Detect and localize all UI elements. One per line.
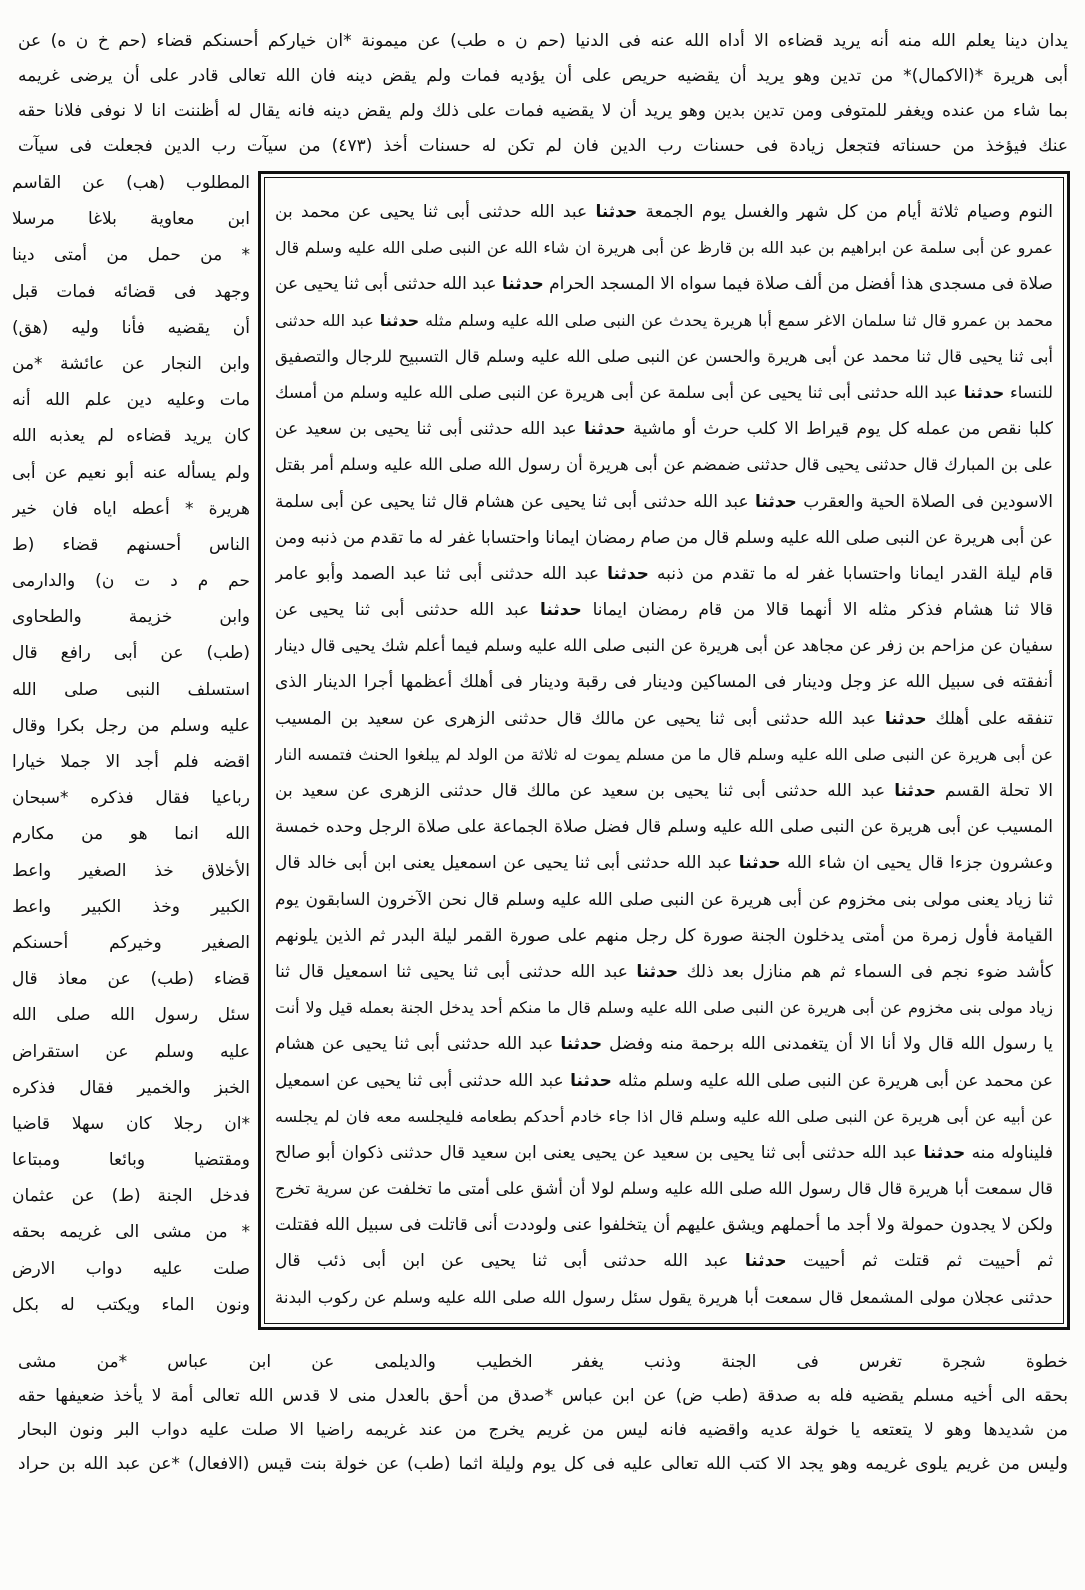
main-text-line: الا تحلة القسم حدثنا عبد الله حدثنى أبى ثنا يحيى بن سعيد عن مالك قال حدثنى الزهرى عن سعيد بن [275,781,1053,801]
margin-line: هريرة * أعطه اياه فان خير [12,498,250,519]
main-text-line: كلبا نقص من عمله كل يوم قيراط الا كلب حرث أو ماشية حدثنا عبد الله حدثنى أبى ثنا يحيى بن سعيد عن [275,419,1053,440]
margin-line: وجهد فى قضائه فمات قبل [12,281,250,302]
main-text-line: على بن المبارك قال حدثنى يحيى قال حدثنى ضمضم عن أبى هريرة أن رسول الله صلى الله عليه وسلم أمر بقتل [275,455,1053,475]
margin-line: ونون الماء ويكتب له بكل [12,1294,250,1315]
main-text-line: تنفقه على أهلك حدثنا عبد الله حدثنى أبى ثنا يحيى عن مالك قال حدثنى الزهرى عن سعيد بن المسيب [275,708,1053,729]
footer-line: خطوة شجرة تغرس فى الجنة وذنب يغفر الخطيب والديلمى عن ابن عباس *من مشى [18,1352,1068,1372]
margin-line: المطلوب (هب) عن القاسم [12,173,250,193]
footer-line: وليس من غريم يلوى غريمه وهو يجد الا كتب الله تعالى عليه فى كل يوم وليلة اثما (طب) عن خولة بنت قيس (الافعال) *عن عبد الله بن حراد [18,1454,1068,1474]
margin-line: الصغير وخيركم أحسنكم [12,932,250,953]
margin-line: فدخل الجنة (ط) عن عثمان [12,1186,250,1207]
margin-line: مات وعليه دين علم الله أنه [12,390,250,411]
margin-line: * من حمل من أمتى دينا [12,245,250,266]
haddathana-marker: حدثنا [595,202,638,222]
main-text-line: ولكن لا يجدون حمولة ولا أجد ما أحملهم ويشق عليهم أن يتخلفوا عنى ولوددت أنى قاتلت فى سبيل الله فقتلت [275,1215,1053,1236]
margin-line: سئل رسول الله صلى الله [12,1005,250,1026]
header-line: عنك فيؤخذ من حسناته فتجعل زيادة فى حسنات رب الدين فان لم تكن له حسنات أخذ (٤٧٣) من سيآت رب الدين فجعلت فى سيآت [18,136,1068,156]
margin-commentary [12,165,250,1323]
main-text-line: فليناوله منه حدثنا عبد الله حدثنى أبى ثنا يحيى بن سعيد عن يحيى يعنى ابن سعيد قال حدثنى ذكوان أبو صالح [275,1142,1053,1163]
margin-line: الكبير وخذ الكبير واعط [12,896,250,917]
main-text-line: وعشرون جزءا قال يحيى ان شاء الله حدثنا عبد الله حدثنى أبى ثنا يحيى عن اسمعيل يعنى ابن أبى خالد قال [275,853,1053,874]
main-text-line: أنفقته فى سبيل الله عز وجل ودينار فى المساكين ودينار فى رقبة ودينار فى أهلك أعظمها أجرا الدينار الذى [275,672,1053,693]
header-line: يدان دينا يعلم الله منه أنه يريد قضاءه الا أداه الله عنه فى الدنيا (حم ن ه طب) عن ميمونة *ان خياركم أحسنكم قضاء (حم خ ن ه) عن [18,31,1068,51]
haddathana-marker: حدثنا [636,961,679,982]
main-text-line: عن أبيه عن أبى هريرة عن النبى صلى الله عليه وسلم قال اذا جاء خادم أحدكم بطعامه فليجلسه معه فان لم يجلسه [275,1106,1053,1126]
header-commentary [18,24,1068,164]
main-text-line: عن محمد عن أبى هريرة عن النبى صلى الله عليه وسلم مثله حدثنا عبد الله حدثنى أبى ثنا يحيى عن اسمعيل [275,1070,1053,1091]
margin-line: * من مشى الى غريمه بحقه [12,1222,250,1243]
main-text-frame [258,171,1070,1330]
margin-line: استسلف النبى صلى الله [12,679,250,700]
haddathana-marker: حدثنا [584,419,626,440]
haddathana-marker: حدثنا [738,853,781,874]
footer-line: من شديدها وهو لا يتعتعه يا خولة عديه واقضيه فانه ليس من غريم يخرج من عند غريمه راضيا الا صلت عليه دواب البر ونون البحار [18,1420,1068,1440]
margin-line: رباعيا فقال فذكره *سبحان [12,788,250,809]
main-text-line: المسيب عن أبى هريرة عن النبى صلى الله عليه وسلم قال فضل صلاة الجماعة على صلاة الرجل وحده خمسة [275,817,1053,838]
main-text-line: كأشد ضوء نجم فى السماء ثم هم منازل بعد ذلك حدثنا عبد الله حدثنى أبى ثنا يحيى ثنا اسمعيل قال ثنا [275,961,1053,982]
main-text-line: سفيان عن مزاحم بن زفر عن مجاهد عن أبى هريرة عن النبى صلى الله عليه وسلم فيما أعلم شك يحيى قال دينار [275,636,1053,656]
margin-line: الله انما هو من مكارم [12,824,250,845]
main-text-line: قام ليلة القدر ايمانا واحتسابا غفر له ما تقدم من ذنبه حدثنا عبد الله حدثنى أبى ثنا عبد الصمد وأبو عامر [275,563,1053,584]
margin-line: كان يريد قضاءه لم يعذبه الله [12,426,250,447]
haddathana-marker: حدثنا [570,1070,612,1091]
margin-line: وابن النجار عن عائشة *من [12,353,250,374]
haddathana-marker: حدثنا [963,382,1005,402]
margin-line: أن يقضيه فأنا وليه (هق) [12,317,250,338]
haddathana-marker: حدثنا [894,781,936,801]
haddathana-marker: حدثنا [501,274,544,295]
margin-line: (طب) عن أبى رافع قال [12,643,250,664]
main-text-line: محمد بن عمرو قال ثنا سلمان الاغر سمع أبا هريرة يحدث عن النبى صلى الله عليه وسلم مثله حدثنا عبد الله حدثنى [275,310,1053,330]
main-text-line: الاسودين فى الصلاة الحية والعقرب حدثنا عبد الله حدثنى أبى ثنا يحيى عن هشام قال ثنا يحيى عن أبى سلمة [275,491,1053,512]
margin-line: اقضه فلم أجد الا جملا خيارا [12,752,250,772]
main-text-line: حدثنى عجلان مولى المشمعل قال سمعت أبا هريرة يقول سئل رسول الله صلى الله عليه وسلم عن ركوب البدنة [275,1287,1053,1307]
margin-line: ابن معاوية بلاغا مرسلا [12,209,250,230]
margin-line: الخبز والخمير فقال فذكره [12,1077,250,1098]
margin-line: صلت عليه دواب الارض [12,1258,250,1279]
margin-line: *ان رجلا كان سهلا قاضيا [12,1113,250,1134]
margin-line: وابن خزيمة والطحاوى [12,607,250,628]
main-text-line: ثم أحييت ثم قتلت ثم أحييت حدثنا عبد الله حدثنى أبى ثنا يحيى عن ابن أبى ذئب قال [275,1251,1053,1272]
margin-line: ولم يسأله عنه أبو نعيم عن أبى [12,462,250,483]
margin-line: عليه وسلم من رجل بكرا وقال [12,715,250,736]
haddathana-marker: حدثنا [755,491,797,512]
footer-line: بحقه الى أخيه مسلم يقضيه فله به صدقة (طب ض) عن ابن عباس *صدق من أحق بالعدل منى لا قدس الله تعالى أمة لا يأخذ ضعيفها حقه [18,1386,1068,1406]
haddathana-marker: حدثنا [539,600,582,621]
margin-line: حم م د ت ن) والدارمى [12,571,250,592]
header-line: بما شاء من عنده ويغفر للمتوفى ومن تدين بدين وهو يريد أن لا يقضيه فمات على ذلك ولم يقض دينه فانه يقال له أظننت انا لا نوفى فلانا حقه [18,101,1068,121]
main-text-body [275,194,1053,1316]
main-text-line: قال سمعت أبا هريرة قال قال رسول الله صلى الله عليه وسلم لولا أن أشق على أمتى ما تخلفت عن سرية تخرج [275,1179,1053,1199]
margin-line: ومقتضيا وبائعا ومبتاعا [12,1150,250,1171]
main-text-line: عمرو عن أبى سلمة عن ابراهيم بن عبد الله بن قارظ عن أبى هريرة ان شاء الله عن النبى صلى الله عليه وسلم قال [275,238,1053,258]
margin-line: قضاء (طب) عن معاذ قال [12,969,250,990]
haddathana-marker: حدثنا [884,708,927,729]
margin-line: عليه وسلم عن استقراض [12,1041,250,1062]
margin-line: الناس أحسنهم قضاء (ط [12,534,250,555]
haddathana-marker: حدثنا [923,1142,966,1163]
margin-line: الأخلاق خذ الصغير واعط [12,860,250,881]
main-text-line: زياد مولى بنى مخزوم عن أبى هريرة عن النبى صلى الله عليه وسلم قال ما منكم أحد يدخل الجنة بعمله قيل ولا أنت [275,998,1053,1018]
main-text-line: عن أبى هريرة عن النبى صلى الله عليه وسلم قال ما من مسلم يموت له ثلاثة من الولد لم يبلغوا الحنث فتمسه النار [275,744,1053,764]
main-text-line: أبى ثنا يحيى قال ثنا محمد عن أبى هريرة والحسن عن النبى صلى الله عليه وسلم قال التسبيح للرجال والتصفيق [275,346,1053,366]
main-text-line: قالا ثنا هشام فذكر مثله الا أنهما قالا من قام رمضان ايمانا حدثنا عبد الله حدثنى أبى ثنا يحيى عن [275,600,1053,621]
main-text-line: للنساء حدثنا عبد الله حدثنى أبى ثنا يحيى عن أبى سلمة عن أبى هريرة عن النبى صلى الله عليه وسلم من أمسك [275,382,1053,402]
haddathana-marker: حدثنا [560,1034,603,1055]
main-text-line: القيامة فأول زمرة من أمتى يدخلون الجنة صورة كل رجل منهم على صورة القمر ليلة البدر ثم الذين يلونهم [275,925,1053,946]
main-text-line: النوم وصيام ثلاثة أيام من كل شهر والغسل يوم الجمعة حدثنا عبد الله حدثنى أبى ثنا يحيى عن محمد بن [275,202,1053,222]
footer-commentary [18,1345,1068,1481]
haddathana-marker: حدثنا [607,563,649,584]
main-text-line: صلاة فى مسجدى هذا أفضل من ألف صلاة فيما سواه الا المسجد الحرام حدثنا عبد الله حدثنى أبى ثنا يحيى عن [275,274,1053,295]
header-line: أبى هريرة *(الاكمال)* من تدين وهو يريد أن يقضيه حريص على أن يؤديه فمات ولم يقض دينه فان الله تعالى قادر على أن يرضى غريمه [18,66,1068,86]
haddathana-marker: حدثنا [744,1251,787,1272]
main-text-inner-frame [264,177,1064,1324]
main-text-line: عن أبى هريرة عن النبى صلى الله عليه وسلم قال من صام رمضان ايمانا واحتسابا غفر له ما تقدم من ذنبه ومن [275,527,1053,548]
main-text-line: ثنا زياد يعنى مولى بنى مخزوم عن أبى هريرة عن النبى صلى الله عليه وسلم قال نحن الآخرون السابقون يوم [275,889,1053,910]
haddathana-marker: حدثنا [379,310,420,330]
main-text-line: يا رسول الله قال ولا أنا الا أن يتغمدنى الله برحمة منه وفضل حدثنا عبد الله حدثنى أبى ثنا يحيى عن هشام [275,1034,1053,1055]
